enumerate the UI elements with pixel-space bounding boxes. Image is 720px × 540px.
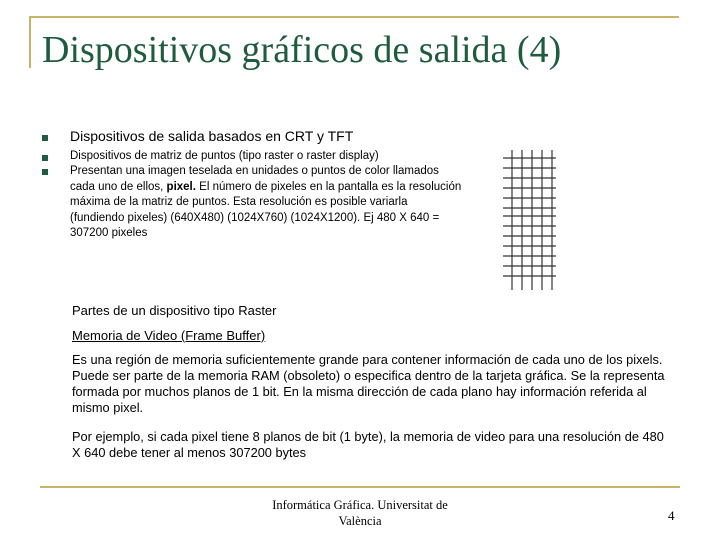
raster-grid-icon [500, 150, 558, 292]
bullet-text-bold: pixel. [166, 180, 196, 193]
bullet-text-start: Presentan una imagen teselada en unidades o puntos de color llamados cada uno de ellos, [70, 165, 439, 193]
slide-title: Dispositivos gráficos de salida (4) [42, 29, 562, 71]
bullet-text-end: El número de pixeles en la pantalla es la resolución máxima de la matriz de puntos. Esta resolución es posible variarla (fundiendo pixeles) (640X480) (1024X760) (1024X1200). Ej 480 X 640 = 307200 pixeles [70, 180, 462, 239]
paragraph-frame-buffer: Es una región de memoria suficientemente grande para contener información de cada uno de los pixels. Puede ser parte de la memoria RAM (obsoleto) o especifica dentro de la tarjeta gráfica. Se la representa formada por muchos planos de 1 bit. En la misma dirección de cada plano hay información referida al mismo pixel. [72, 352, 665, 415]
bullet-item [42, 164, 462, 242]
paragraph-example: Por ejemplo, si cada pixel tiene 8 planos de bit (1 byte), la memoria de video para una resolución de 480 X 640 debe tener al menos 307200 bytes [72, 429, 664, 460]
footer-line: Informática Gráfica. Universitat de [272, 498, 448, 512]
left-rule [29, 16, 31, 68]
page-number: 4 [668, 508, 675, 523]
footer-line: València [338, 514, 382, 528]
bullet-square-icon [42, 135, 48, 141]
bullet-list [42, 128, 462, 242]
bullet-item [42, 128, 462, 144]
top-rule [29, 16, 679, 18]
bullet-text: Dispositivos de matriz de puntos (tipo raster o raster display) [70, 150, 379, 162]
section-heading: Partes de un dispositivo tipo Raster [72, 303, 277, 318]
footer-text [240, 497, 480, 529]
bottom-rule [40, 486, 680, 488]
bullet-text: Dispositivos de salida basados en CRT y TFT [70, 128, 354, 144]
bullet-square-icon [42, 169, 48, 175]
bullet-square-icon [42, 155, 48, 161]
bullet-item [42, 150, 462, 162]
raster-grid-illustration [500, 150, 558, 297]
subsection-heading: Memoria de Video (Frame Buffer) [72, 328, 266, 343]
